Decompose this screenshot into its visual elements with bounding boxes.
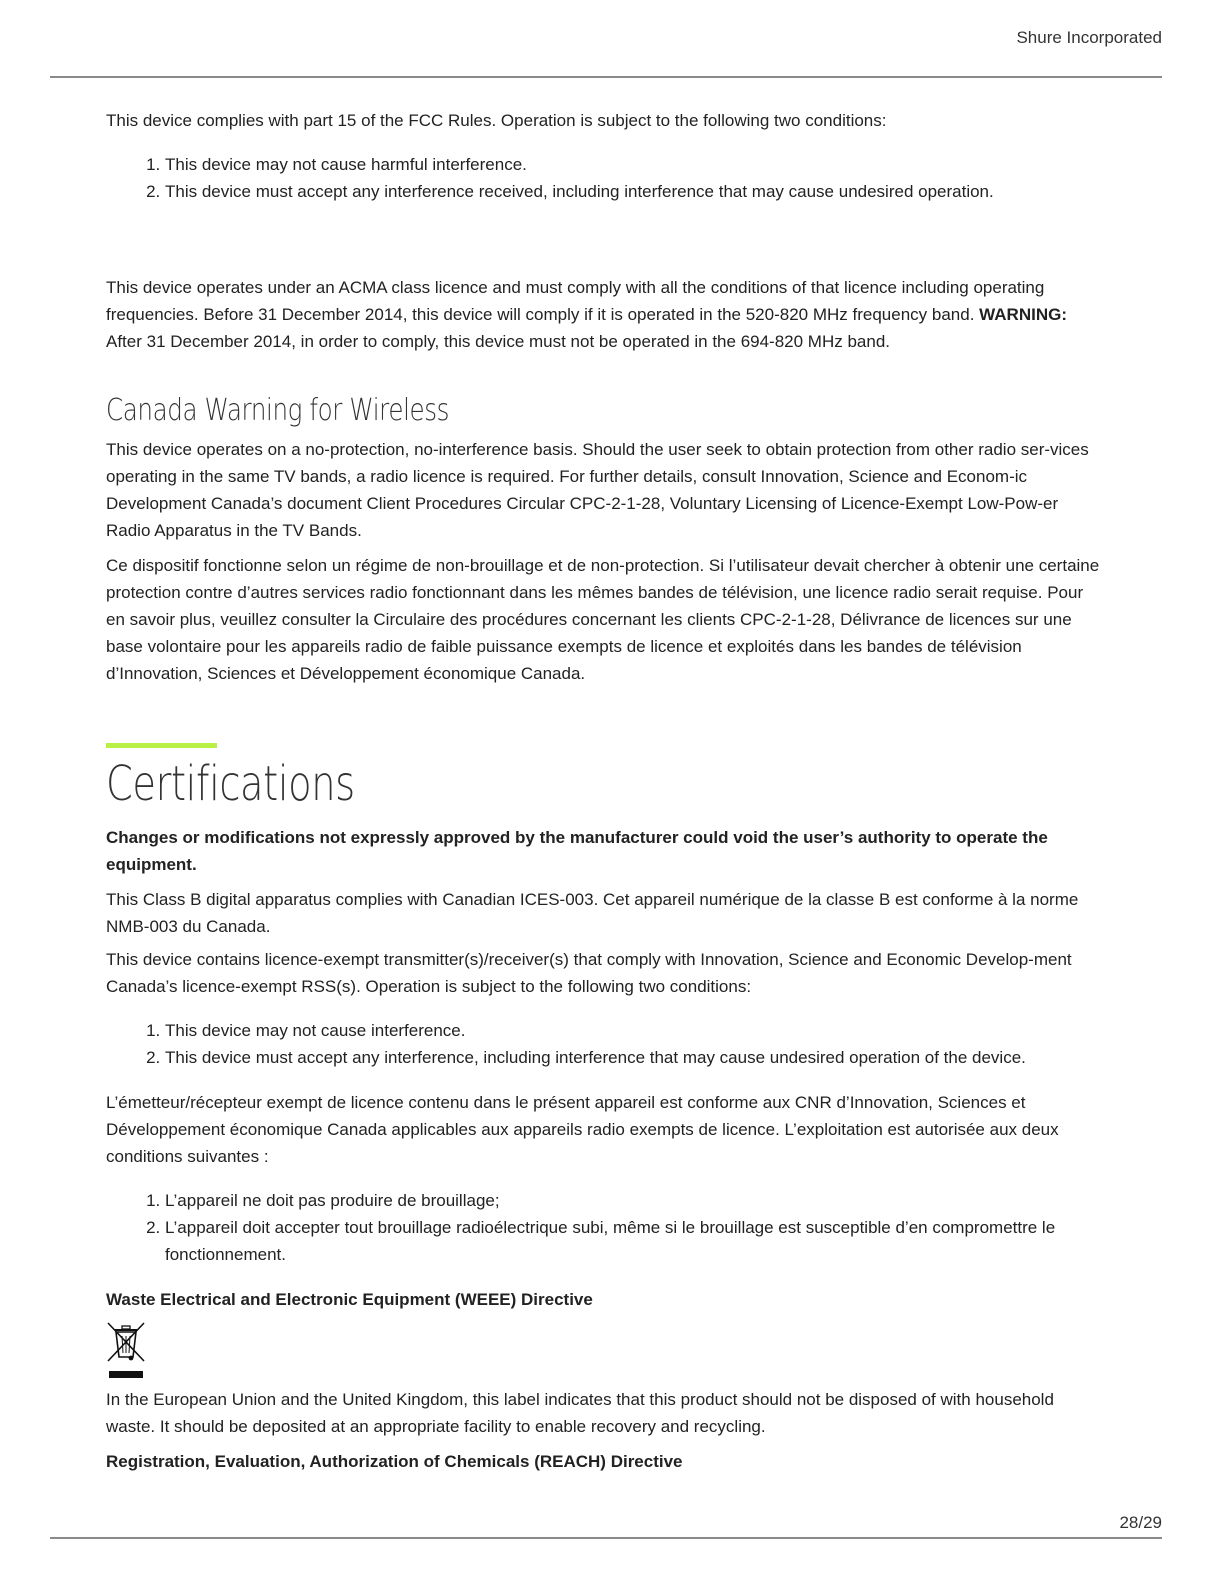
french-conditions-list bbox=[106, 1187, 1106, 1268]
page-content bbox=[106, 107, 1106, 1475]
canada-english-paragraph: This device operates on a no-protection, no-interference basis. Should the user seek to obtain protection from other radio ser-vices operating in the same TV bands, a radio licence is required. For further details, consult Innovation, Science and Econom-ic Development Canada’s document Client Procedures Circular CPC-2-1-28, Voluntary Licensing of Licence-Exempt Low-Pow-er Radio Apparatus in the TV Bands. bbox=[106, 440, 1089, 540]
canada-heading: Canada Warning for Wireless bbox=[106, 393, 450, 428]
ices-paragraph: This Class B digital apparatus complies with Canadian ICES-003. Cet appareil numérique de la classe B est conforme à la norme NMB-003 du Canada. bbox=[106, 890, 1079, 936]
list-item: 1. L’appareil ne doit pas produire de brouillage; bbox=[165, 1187, 1106, 1214]
header-company-name: Shure Incorporated bbox=[1016, 28, 1162, 47]
list-item: 2. This device must accept any interference, including interference that may cause undesired operation of the device. bbox=[165, 1044, 1106, 1071]
fcc-conditions-list bbox=[106, 151, 1106, 205]
weee-paragraph: In the European Union and the United Kingdom, this label indicates that this product should not be disposed of with household waste. It should be deposited at an appropriate facility to enable recovery and recycling. bbox=[106, 1390, 1054, 1436]
section-accent-bar bbox=[106, 743, 217, 748]
canada-french-paragraph: Ce dispositif fonctionne selon un régime de non‑brouillage et de non‑protection. Si l’utilisateur devait chercher à obtenir une certaine protection contre d’autres services radio fonctionnant dans les mêmes bandes de télévision, une licence radio serait requise. Pour en savoir plus, veuillez consulter la Circulaire des procédures concernant les clients CPC‑2‑1‑28, Délivrance de licences sur une base volontaire pour les appareils radio de faible puissance exempts de licence et exploités dans les bandes de télévision d’Innovation, Sciences et Développement économique Canada. bbox=[106, 556, 1100, 683]
french-intro: L’émetteur/récepteur exempt de licence contenu dans le présent appareil est conforme aux CNR d’Innovation, Sciences et Développement économique Canada applicables aux appareils radio exempts de licence. L’exploitation est autorisée aux deux conditions suivantes : bbox=[106, 1093, 1059, 1166]
rss-intro: This device contains licence-exempt transmitter(s)/receiver(s) that comply with Innovation, Science and Economic Develop-ment Canada’s licence-exempt RSS(s). Operation is subject to the following two conditions: bbox=[106, 950, 1072, 996]
fcc-intro: This device complies with part 15 of the FCC Rules. Operation is subject to the following two conditions: bbox=[106, 111, 887, 130]
list-item: 2. L’appareil doit accepter tout brouillage radioélectrique subi, même si le brouillage est susceptible d’en compromettre le fonctionnement. bbox=[165, 1214, 1106, 1268]
acma-paragraph bbox=[106, 274, 1106, 355]
acma-warning-label: WARNING: bbox=[979, 305, 1067, 324]
acma-text: This device operates under an ACMA class licence and must comply with all the conditions of that licence including operating frequencies. Before 31 December 2014, this device will comply if it is operated in the 520-820 MHz frequency band. bbox=[106, 278, 1045, 324]
list-item: 1. This device may not cause harmful interference. bbox=[165, 151, 1106, 178]
crossed-out-wheelie-bin-icon bbox=[106, 1321, 146, 1379]
rss-conditions-list bbox=[106, 1017, 1106, 1071]
header-rule bbox=[50, 76, 1162, 78]
certifications-heading: Certifications bbox=[106, 756, 355, 812]
acma-warning-text: After 31 December 2014, in order to comply, this device must not be operated in the 694-820 MHz band. bbox=[106, 332, 891, 351]
footer-rule bbox=[50, 1537, 1162, 1539]
list-item: 2. This device must accept any interference received, including interference that may cause undesired operation. bbox=[165, 178, 1106, 205]
changes-warning: Changes or modifications not expressly approved by the manufacturer could void the user’s authority to operate the equipment. bbox=[106, 828, 1048, 874]
reach-heading: Registration, Evaluation, Authorization of Chemicals (REACH) Directive bbox=[106, 1452, 683, 1471]
page-number: 28/29 bbox=[1119, 1513, 1162, 1532]
weee-heading: Waste Electrical and Electronic Equipment (WEEE) Directive bbox=[106, 1290, 593, 1309]
list-item: 1. This device may not cause interference. bbox=[165, 1017, 1106, 1044]
